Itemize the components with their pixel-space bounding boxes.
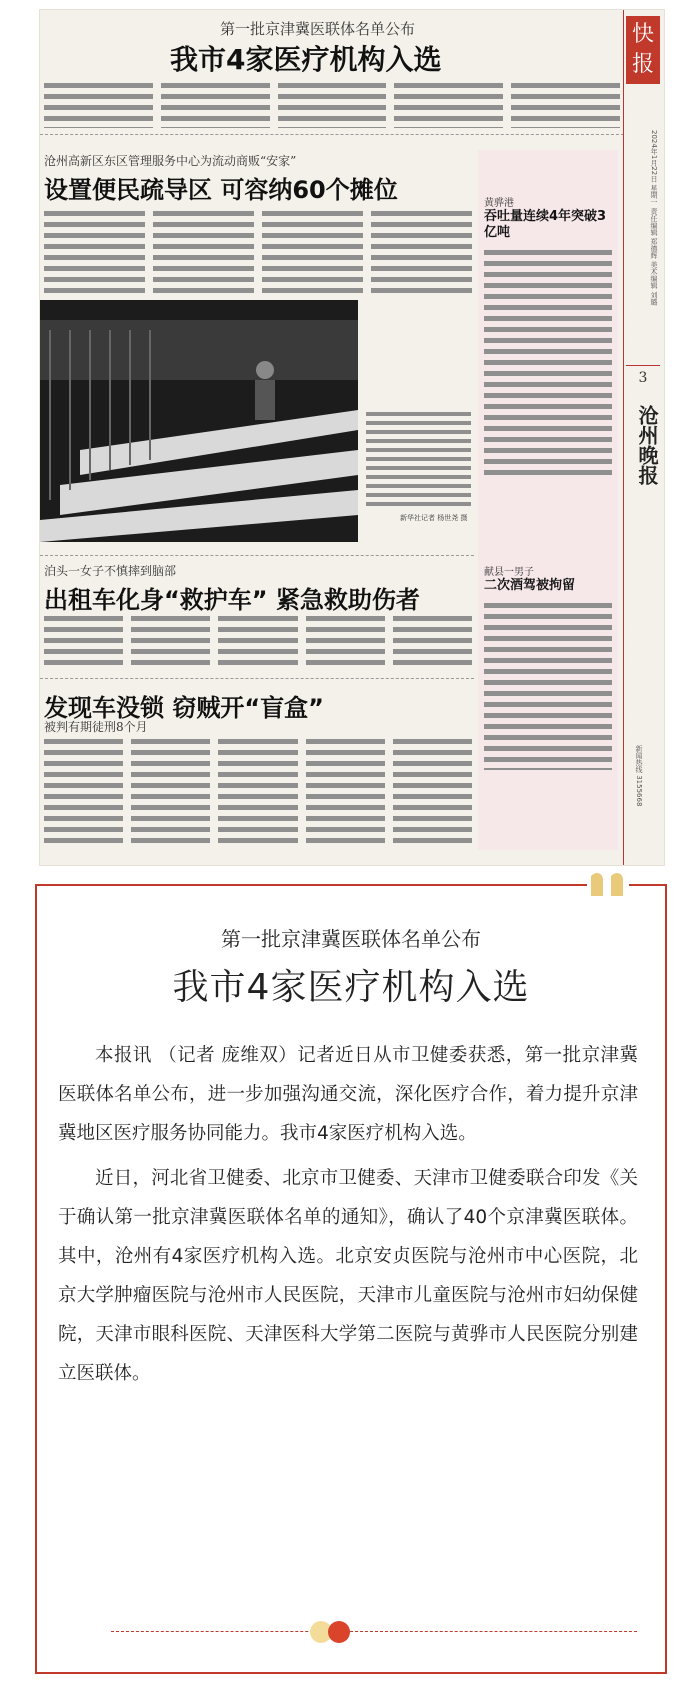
news-hotline: 新闻热线 3155668	[635, 745, 643, 807]
brief2-title: 二次酒驾被拘留	[484, 578, 576, 593]
photo-caption	[366, 410, 471, 510]
top-story-kicker: 第一批京津冀医联体名单公布	[220, 20, 416, 38]
market-workshop-photo	[40, 300, 358, 542]
article-card	[35, 884, 667, 1674]
story3-columns	[44, 613, 472, 671]
brief1-title: 吞吐量连续4年突破3亿吨	[484, 209, 607, 240]
quote-mark-icon	[587, 868, 629, 898]
article-body	[58, 1036, 638, 1399]
page-number: 3	[626, 365, 660, 386]
story3-kicker: 泊头一女子不慎摔到脑部	[44, 564, 177, 578]
brief1-body	[484, 247, 612, 477]
article-paragraph: 近日，河北省卫健委、北京市卫健委、天津市卫健委联合印发《关于确认第一批京津冀医联体名单的通知》，确认了40个京津冀医联体。其中，沧州有4家医疗机构入选。北京安贞医院与沧州市中心医院，北京大学肿瘤医院与沧州市人民医院，天津市儿童医院与沧州市妇幼保健院，天津市眼科医院、天津医科大学第二医院与黄骅市人民医院分别建立医联体。	[58, 1168, 638, 1384]
story4-headline: 发现车没锁 窃贼开“盲盒”	[44, 694, 324, 722]
article-paragraph: 本报讯 （记者 庞维双）记者近日从市卫健委获悉，第一批京津冀医联体名单公布，进一步加强沟通交流，深化医疗合作，着力提升京津冀地区医疗服务协同能力。我市4家医疗机构入选。	[58, 1045, 638, 1144]
story4-columns	[44, 736, 472, 848]
masthead	[623, 10, 664, 865]
article-title: 我市4家医疗机构入选	[172, 967, 530, 1008]
story2-headline: 设置便民疏导区 可容纳60个摊位	[44, 176, 398, 204]
story4-subhead: 被判有期徒刑8个月	[44, 720, 148, 734]
divider	[40, 134, 624, 135]
top-story-headline: 我市4家医疗机构入选	[170, 43, 442, 76]
photo-credit: 新华社记者 杨世尧 摄	[400, 514, 468, 522]
section-label: 快报	[626, 16, 660, 84]
article-kicker: 第一批京津冀医联体名单公布	[221, 927, 481, 951]
news-briefs-sidebar	[478, 150, 618, 850]
divider	[40, 678, 474, 679]
footer-divider	[111, 1631, 637, 1632]
brief1-kicker: 黄骅港	[484, 198, 514, 209]
top-story-columns	[44, 80, 620, 128]
brief2-body	[484, 600, 612, 770]
brief2-kicker: 献县一男子	[484, 567, 534, 578]
story3-headline: 出租车化身“救护车” 紧急救助伤者	[44, 586, 420, 614]
paper-name: 沧州晚报	[635, 405, 659, 485]
divider	[40, 555, 474, 556]
issue-meta: 2024年1月22日 星期一 责任编辑 郑德辉 美术编辑 刘璐	[650, 130, 658, 306]
story2-columns	[44, 208, 472, 294]
newspaper-scan	[40, 10, 664, 865]
decorative-dots-icon	[307, 1619, 357, 1645]
story2-kicker: 沧州高新区东区管理服务中心为流动商贩“安家”	[44, 154, 297, 168]
